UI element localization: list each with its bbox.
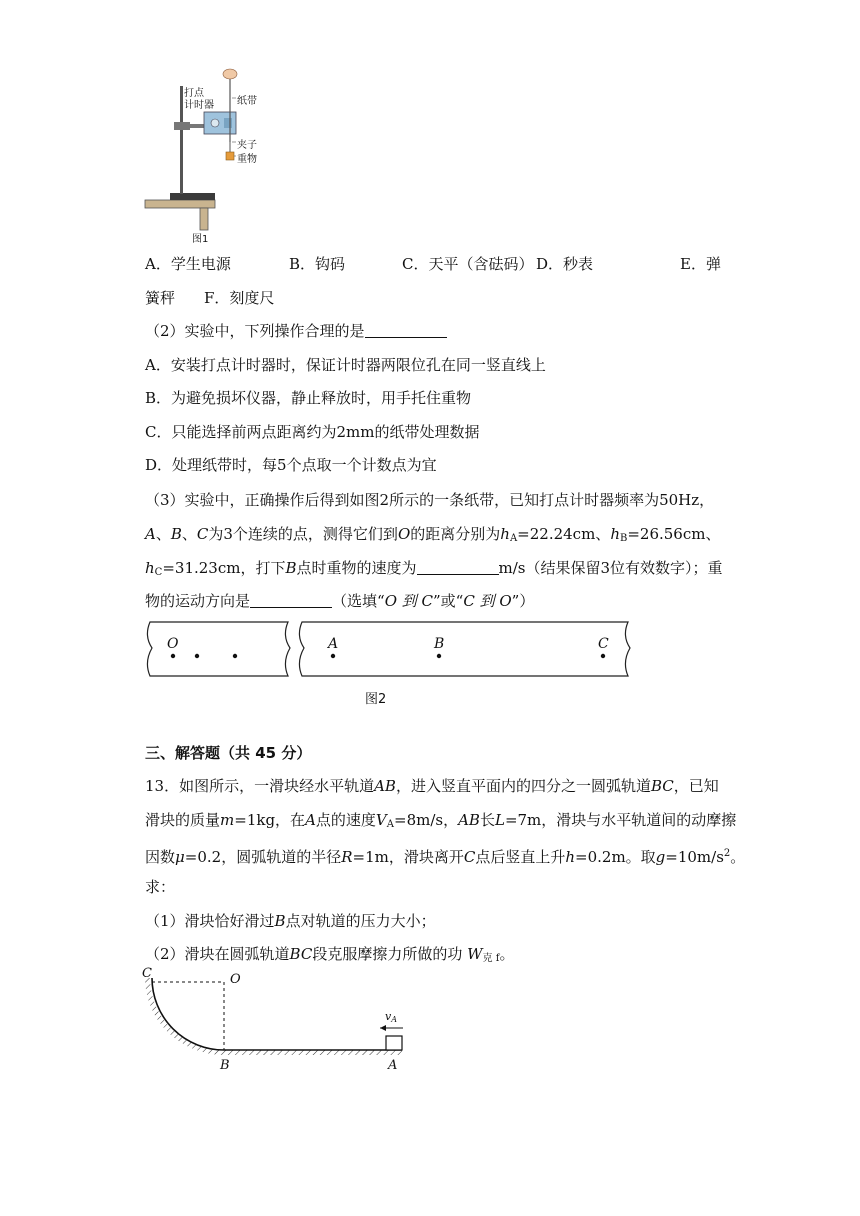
track-drawing bbox=[140, 966, 420, 1076]
label-timer-2: 计时器 bbox=[184, 100, 214, 111]
option-c: C．天平（含砝码） bbox=[402, 255, 534, 273]
q12-2-stem: （2）实验中，下列操作合理的是 bbox=[145, 321, 447, 341]
tape-point-a: A bbox=[328, 636, 339, 652]
q13-part-1: （1）滑块恰好滑过B点对轨道的压力大小； bbox=[145, 912, 436, 930]
track-point-b: B bbox=[220, 1058, 230, 1073]
option-d: D．秒表 bbox=[536, 255, 594, 273]
q12-3-line-1: （3）实验中，正确操作后得到如图2所示的一条纸带，已知打点计时器频率为50Hz， bbox=[145, 491, 715, 509]
tape-point-o: O bbox=[167, 636, 179, 652]
section-title: 三、解答题（共 45 分） bbox=[145, 744, 312, 762]
q13-line-4: 求： bbox=[145, 878, 176, 896]
q12-3-line-4: 物的运动方向是 （选填“O 到 C”或“C 到 O”） bbox=[145, 592, 535, 610]
figure-3 bbox=[140, 966, 420, 1076]
option-f: F．刻度尺 bbox=[204, 289, 275, 307]
q12-2-option-d: D．处理纸带时，每5个点取一个计数点为宜 bbox=[145, 456, 437, 474]
label-tape: 纸带 bbox=[237, 96, 257, 107]
track-point-c: C bbox=[142, 966, 152, 981]
q12-3-line-2: A、B、C为3个连续的点，测得它们到O的距离分别为$h_A=22.24cm$、$h_B=26.56cm$、 bbox=[145, 525, 721, 544]
option-e-part2: 簧秤 bbox=[145, 289, 176, 307]
q12-3-line-3: $h_C=31.23cm$，打下B点时重物的速度为 m/s（结果保留3位有效数字）；重 bbox=[145, 559, 723, 578]
figure-1-caption: 图1 bbox=[192, 234, 209, 245]
track-point-o: O bbox=[230, 972, 241, 987]
velocity-blank[interactable] bbox=[417, 560, 499, 575]
tape-point-c: C bbox=[598, 636, 609, 652]
q12-2-option-c: C．只能选择前两点距离约为2mm的纸带处理数据 bbox=[145, 423, 480, 441]
velocity-label: $v_A$ bbox=[385, 1010, 397, 1024]
tape-point-b: B bbox=[434, 636, 445, 652]
label-weight: 重物 bbox=[237, 154, 257, 165]
answer-blank[interactable] bbox=[365, 323, 447, 338]
option-a: A．学生电源 bbox=[145, 255, 231, 273]
q13-line-1: 13．如图所示，一滑块经水平轨道AB，进入竖直平面内的四分之一圆弧轨道BC，已知 bbox=[145, 777, 719, 795]
direction-blank[interactable] bbox=[250, 593, 332, 608]
label-timer-1: 打点 bbox=[184, 88, 204, 99]
q13-part-2: （2）滑块在圆弧轨道BC段克服摩擦力所做的功 $W_{克 f}$。 bbox=[145, 945, 515, 964]
label-clip: 夹子 bbox=[237, 140, 257, 151]
q13-line-3: 因数μ=0.2，圆弧轨道的半径R=1m，滑块离开C点后竖直上升h=0.2m。取$g=10m/s^2$。 bbox=[145, 848, 746, 866]
figure-1 bbox=[140, 62, 280, 244]
paper-tape-drawing bbox=[140, 618, 640, 680]
q12-2-option-b: B．为避免损坏仪器，静止释放时，用手托住重物 bbox=[145, 389, 472, 407]
option-e-part1: E．弹 bbox=[680, 255, 721, 273]
option-b: B．钩码 bbox=[289, 255, 346, 273]
q12-2-option-a: A．安装打点计时器时，保证计时器两限位孔在同一竖直线上 bbox=[145, 356, 546, 374]
figure-2-caption: 图2 bbox=[365, 692, 387, 707]
track-point-a: A bbox=[388, 1058, 398, 1073]
apparatus-drawing bbox=[140, 62, 280, 232]
q13-line-2: 滑块的质量m=1kg，在A点的速度$V_A=8m/s$，AB长L=7m，滑块与水平轨道间的动摩擦 bbox=[145, 811, 737, 830]
figure-2 bbox=[140, 618, 640, 708]
